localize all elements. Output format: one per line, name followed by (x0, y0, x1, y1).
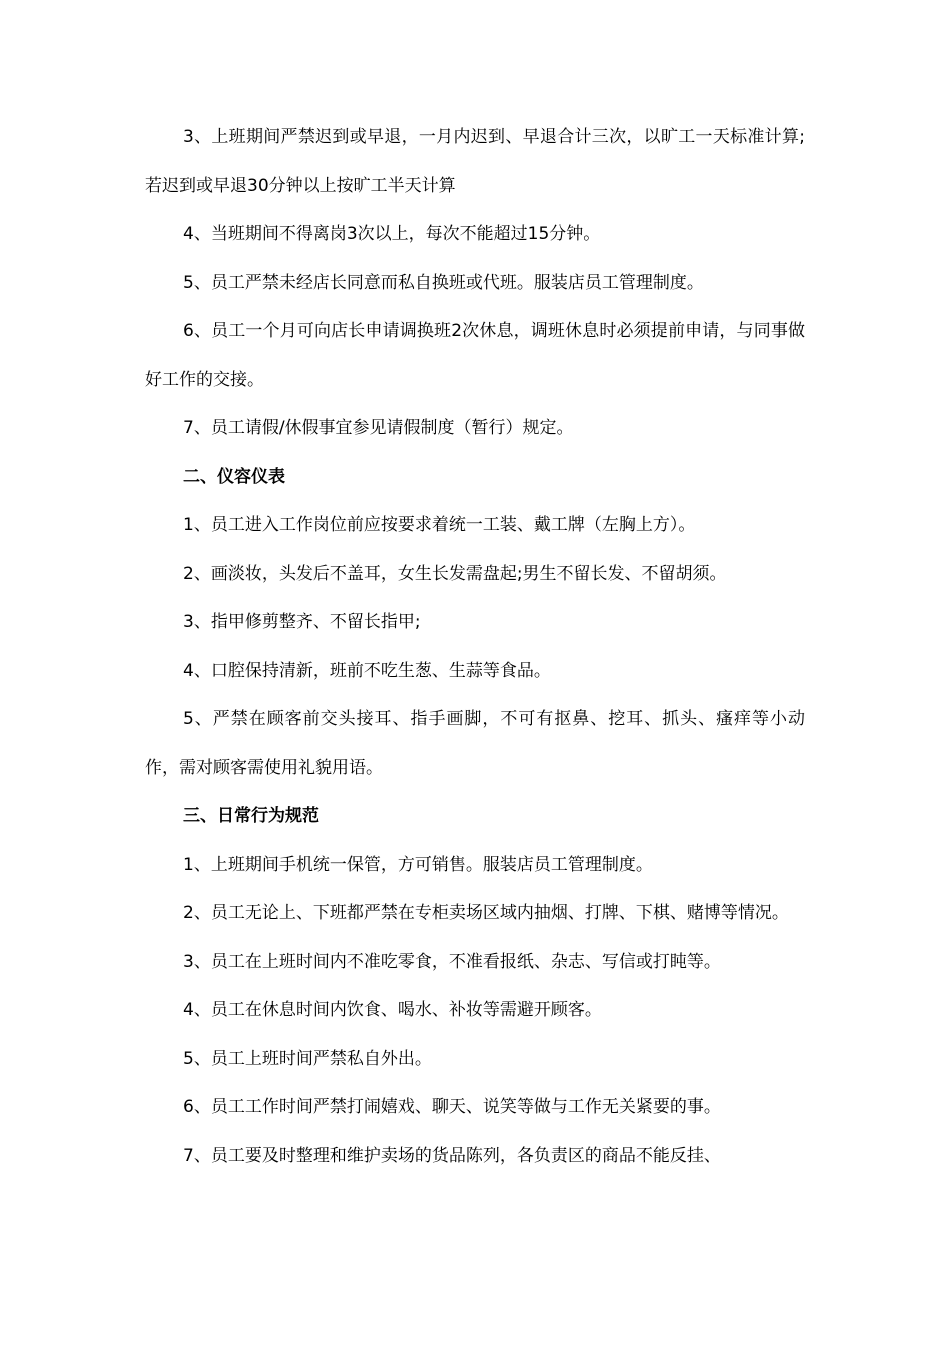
rule-paragraph: 5、员工严禁未经店长同意而私自换班或代班。服装店员工管理制度。 (183, 272, 704, 293)
rule-paragraph: 6、员工工作时间严禁打闹嬉戏、聊天、说笑等做与工作无关紧要的事。 (183, 1097, 721, 1117)
rule-paragraph: 1、员工进入工作岗位前应按要求着统一工装、戴工牌（左胸上方）。 (183, 515, 696, 535)
section-heading-daily-conduct: 三、日常行为规范 (183, 806, 319, 826)
rule-paragraph: 7、员工请假/休假事宜参见请假制度（暂行）规定。 (183, 418, 574, 438)
rule-paragraph: 3、员工在上班时间内不准吃零食，不准看报纸、杂志、写信或打盹等。 (183, 951, 721, 972)
section-heading-appearance: 二、仪容仪表 (183, 466, 285, 487)
rule-paragraph: 7、员工要及时整理和维护卖场的货品陈列，各负责区的商品不能反挂、 (183, 1145, 721, 1166)
rule-paragraph: 4、当班期间不得离岗3次以上，每次不能超过15分钟。 (183, 224, 601, 244)
document-body (145, 113, 805, 1180)
rule-paragraph: 2、员工无论上、下班都严禁在专柜卖场区域内抽烟、打牌、下棋、赌博等情况。 (183, 903, 789, 923)
rule-paragraph: 6、员工一个月可向店长申请调换班2次休息，调班休息时必须提前申请，与同事做好工作的交接。 (145, 321, 805, 390)
rule-paragraph: 4、员工在休息时间内饮食、喝水、补妆等需避开顾客。 (183, 1000, 602, 1020)
rule-paragraph: 1、上班期间手机统一保管，方可销售。服装店员工管理制度。 (183, 854, 653, 875)
rule-paragraph: 5、严禁在顾客前交头接耳、指手画脚，不可有抠鼻、挖耳、抓头、瘙痒等小动作，需对顾客需使用礼貌用语。 (145, 709, 805, 778)
rule-paragraph: 4、口腔保持清新，班前不吃生葱、生蒜等食品。 (183, 660, 551, 681)
rule-paragraph: 3、指甲修剪整齐、不留长指甲; (183, 612, 421, 632)
rule-paragraph: 5、员工上班时间严禁私自外出。 (183, 1048, 432, 1069)
rule-paragraph: 2、画淡妆，头发后不盖耳，女生长发需盘起;男生不留长发、不留胡须。 (183, 563, 727, 584)
rule-paragraph: 3、上班期间严禁迟到或早退，一月内迟到、早退合计三次，以旷工一天标准计算;若迟到或早退30分钟以上按旷工半天计算 (145, 127, 805, 196)
